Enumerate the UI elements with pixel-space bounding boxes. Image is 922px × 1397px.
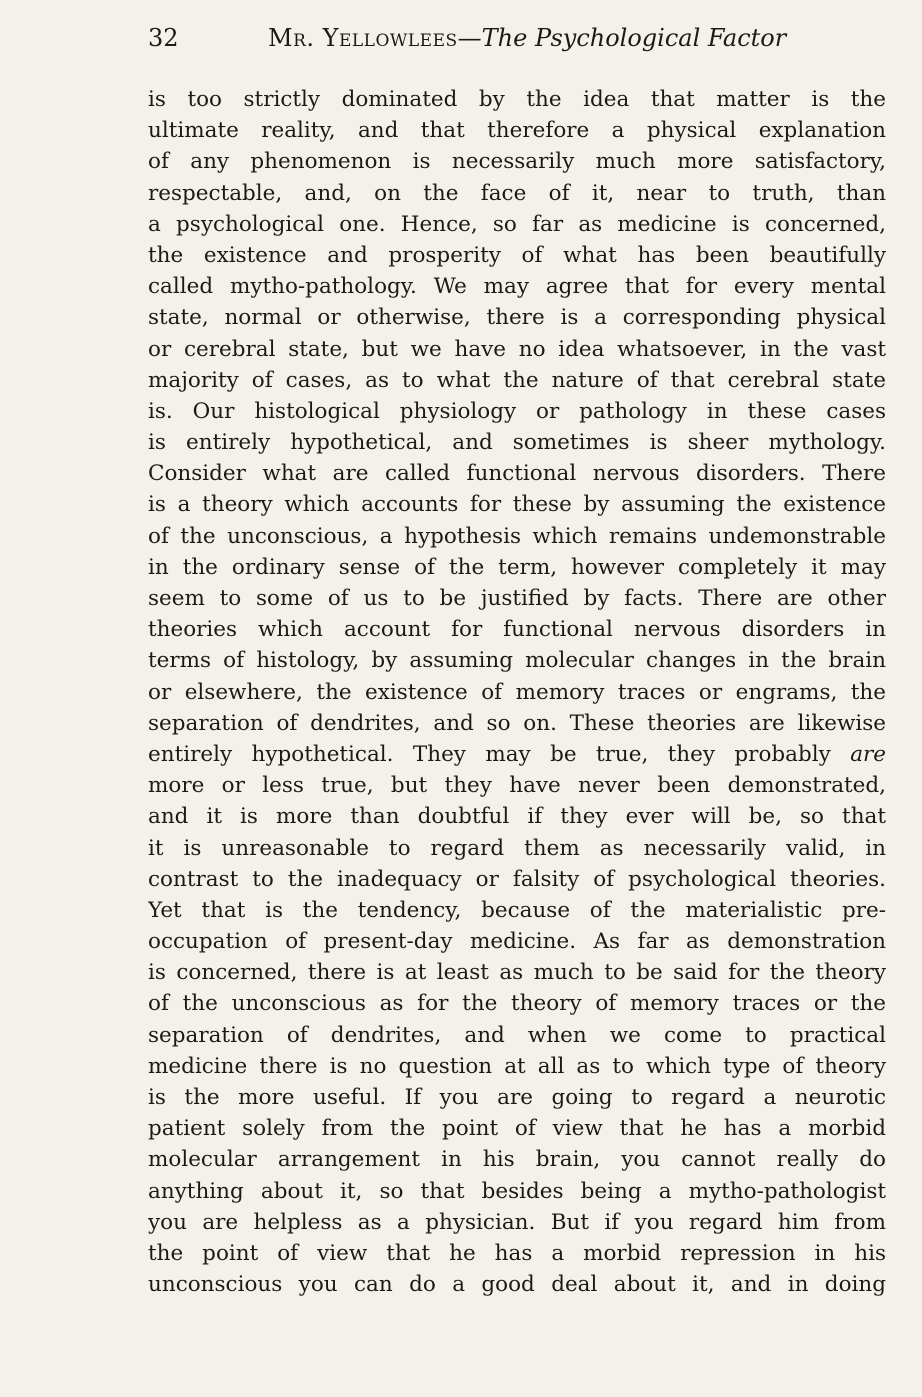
running-header xyxy=(148,22,868,54)
text-line: patient solely from the point of view that he has a morbid xyxy=(148,1116,886,1142)
text-line: of the unconscious, a hypothesis which remains undemonstrable xyxy=(148,523,886,549)
text-line: a psychological one. Hence, so far as medicine is concerned, xyxy=(148,211,886,237)
text-line: and it is more than doubtful if they ever will be, so that xyxy=(148,804,886,830)
page-number: 32 xyxy=(148,24,179,52)
text-line: is. Our histological physiology or pathology in these cases xyxy=(148,398,886,424)
text-line: respectable, and, on the face of it, near to truth, than xyxy=(148,180,886,206)
text-line: Yet that is the tendency, because of the materialistic pre- xyxy=(148,897,886,923)
text-line: separation of dendrites, and so on. These theories are likewise xyxy=(148,710,886,736)
text-line: Consider what are called functional nervous disorders. There xyxy=(148,461,886,487)
body-text xyxy=(148,84,886,1300)
text-line: ultimate reality, and that therefore a physical explanation xyxy=(148,118,886,144)
text-line: anything about it, so that besides being a mytho-pathologist xyxy=(148,1178,886,1204)
text-line: occupation of present-day medicine. As far as demonstration xyxy=(148,929,886,955)
text-line: seem to some of us to be justified by facts. There are other xyxy=(148,586,886,611)
text-line: the point of view that he has a morbid repression in his xyxy=(148,1240,886,1266)
header-title: The Psychological Factor xyxy=(481,24,787,52)
text-line-segment: entirely hypothetical. They may be true, they probably xyxy=(148,741,831,767)
text-line: molecular arrangement in his brain, you cannot really do xyxy=(148,1147,886,1173)
emphasized-word: are xyxy=(850,741,886,767)
text-line: is entirely hypothetical, and sometimes is sheer mythology. xyxy=(148,430,886,456)
text-line: in the ordinary sense of the term, however completely it may xyxy=(148,554,886,580)
text-line: is concerned, there is at least as much to be said for the theory xyxy=(148,960,886,986)
text-line: majority of cases, as to what the nature of that cerebral state xyxy=(148,367,886,393)
text-line: is too strictly dominated by the idea that matter is the xyxy=(148,87,886,112)
text-line: medicine there is no question at all as to which type of theory xyxy=(148,1053,886,1079)
text-line: state, normal or otherwise, there is a corresponding physical xyxy=(148,305,886,331)
text-line: contrast to the inadequacy or falsity of psychological theories. xyxy=(148,866,886,892)
header-author: Mr. Yellowlees xyxy=(268,24,458,52)
text-line: of any phenomenon is necessarily much more satisfactory, xyxy=(148,149,886,175)
text-line: called mytho-pathology. We may agree that for every mental xyxy=(148,274,886,300)
text-line: the existence and prosperity of what has been beautifully xyxy=(148,242,886,268)
text-line: unconscious you can do a good deal about it, and in doing xyxy=(148,1272,886,1298)
text-line: more or less true, but they have never been demonstrated, xyxy=(148,773,886,799)
text-line: is the more useful. If you are going to regard a neurotic xyxy=(148,1085,886,1110)
text-line: or cerebral state, but we have no idea whatsoever, in the vast xyxy=(148,336,886,362)
text-line: it is unreasonable to regard them as necessarily valid, in xyxy=(148,835,886,861)
text-line: theories which account for functional nervous disorders in xyxy=(148,617,886,643)
text-line: separation of dendrites, and when we come to practical xyxy=(148,1022,886,1048)
text-line: or elsewhere, the existence of memory traces or engrams, the xyxy=(148,679,886,705)
text-line-with-emphasis xyxy=(148,739,886,770)
header-separator: — xyxy=(457,24,482,52)
text-line: you are helpless as a physician. But if you regard him from xyxy=(148,1209,886,1235)
text-line: is a theory which accounts for these by assuming the existence xyxy=(148,492,886,518)
running-title xyxy=(268,22,786,54)
text-line: of the unconscious as for the theory of memory traces or the xyxy=(148,991,886,1017)
text-line: terms of histology, by assuming molecular changes in the brain xyxy=(148,648,886,674)
